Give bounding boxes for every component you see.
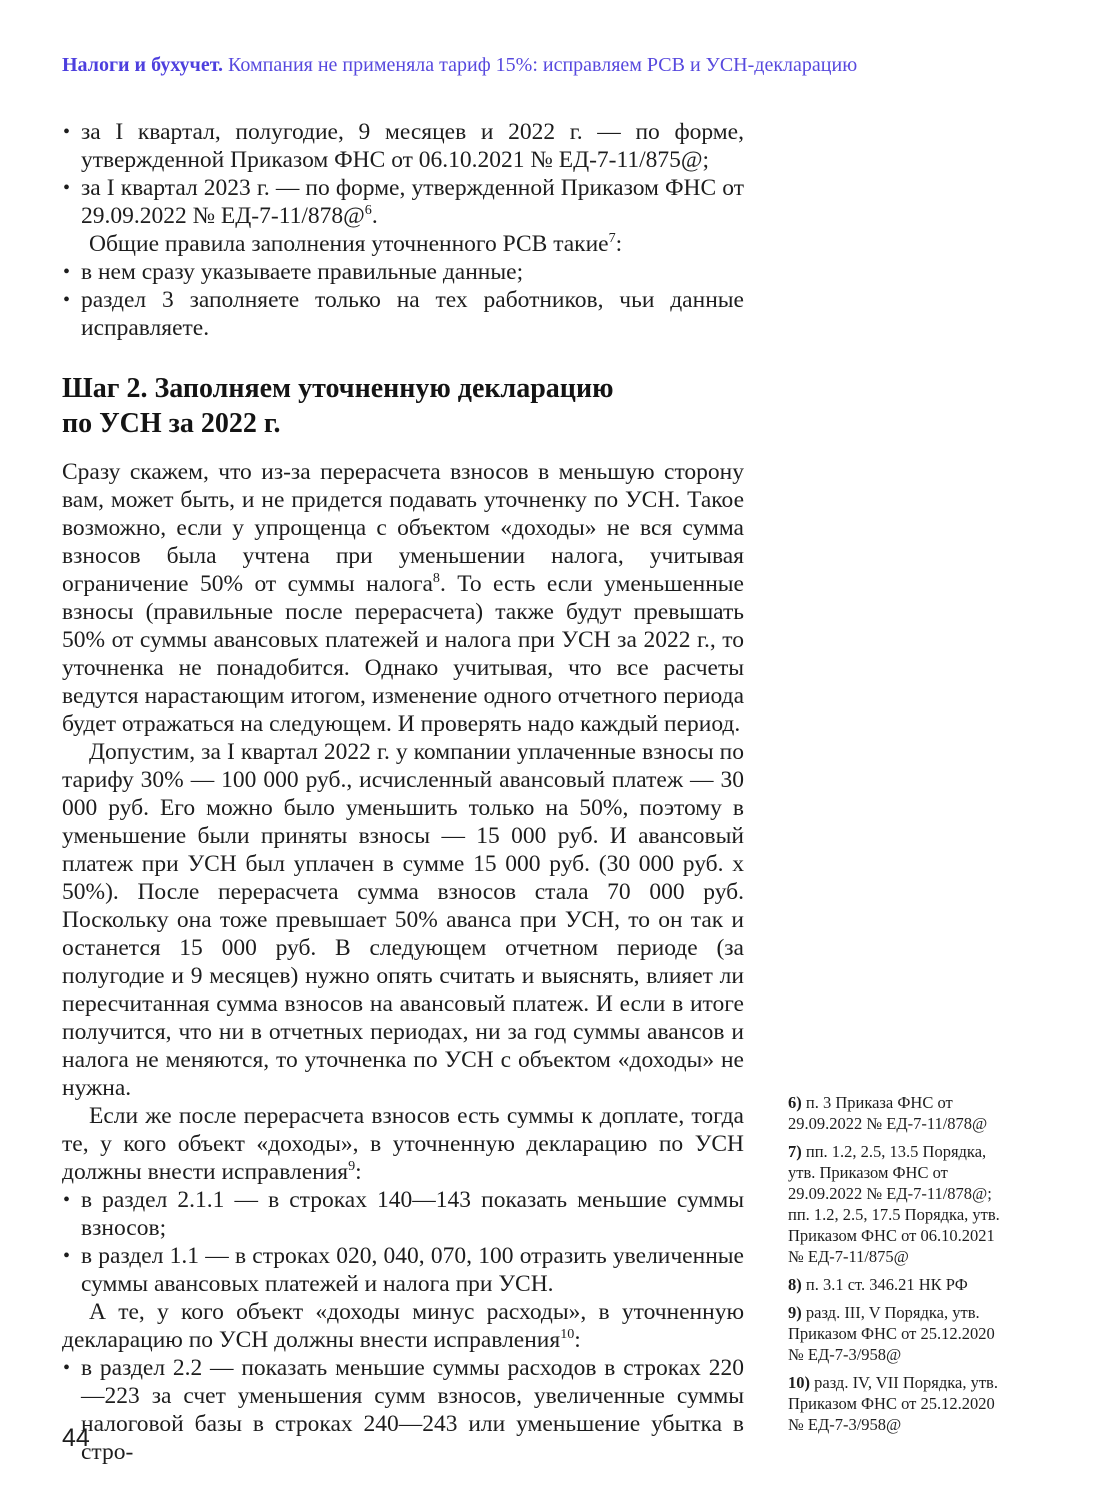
footnote-ref: 9 <box>348 1158 356 1175</box>
footnote-ref: 10 <box>560 1326 575 1343</box>
bullet-marker: • <box>63 121 70 143</box>
bullet-item: • за I квартал 2023 г. — по форме, утвержденной Приказом ФНС от 29.09.2022 № ЕД-7-11/878@$^6$. <box>63 175 744 229</box>
bullet-marker: • <box>63 261 70 283</box>
paragraph: Если же после перерасчета взносов есть суммы к доплате, тогда те, у кого объект «доходы», в уточненную декларацию по УСН должны внести исправления$^9$: <box>62 1103 744 1185</box>
bullet-item: • в раздел 1.1 — в строках 020, 040, 070, 100 отразить увеличенные суммы авансовых платежей и налога при УСН. <box>63 1243 744 1297</box>
bullet-item: • за I квартал, полугодие, 9 месяцев и 2022 г. — по форме, утвержденной Приказом ФНС от 06.10.2021 № ЕД-7-11/875@; <box>63 119 744 173</box>
bullet-marker: • <box>63 177 70 199</box>
bullet-item: • раздел 3 заполняете только на тех работников, чьи данные исправляете. <box>63 287 744 341</box>
bullet-item: • в раздел 2.1.1 — в строках 140—143 показать меньшие суммы взносов; <box>63 1187 744 1241</box>
footnotes-sidebar <box>788 1092 1014 1442</box>
paragraph: Допустим, за I квартал 2022 г. у компании уплаченные взносы по тарифу 30% — 100 000 руб., исчисленный авансовый платеж — 30 000 руб. Его можно было уменьшить только на 50%, поэтому в уменьшение были приняты взносы — 15 000 руб. И авансовый платеж при УСН был уплачен в сумме 15 000 руб. (30 000 руб. x 50%). После перерасчета сумма взносов стала 70 000 руб. Поскольку она тоже превышает 50% аванса при УСН, то он так и останется 15 000 руб. В следующем отчетном периоде (за полугодие и 9 месяцев) нужно опять считать и выяснять, влияет ли пересчитанная сумма взносов на авансовый платеж. И если в итоге получится, что ни в отчетных периодах, ни за год суммы авансов и налога не меняются, то уточненка по УСН с объектом «доходы» не нужна. <box>62 739 744 1101</box>
page-number: 44 <box>62 1424 90 1452</box>
footnote-number: 7) <box>788 1142 806 1161</box>
footnote-number: 10) <box>788 1373 815 1392</box>
article-headline: Компания не применяла тариф 15%: исправляем РСВ и УСН-декларацию <box>228 54 858 76</box>
footnote-ref: 8 <box>432 570 440 587</box>
bullet-marker: • <box>63 1245 70 1267</box>
bullet-marker: • <box>63 1357 70 1379</box>
footnote: 10) разд. IV, VII Порядка, утв. Приказом ФНС от 25.12.2020 № ЕД-7-3/958@ <box>788 1373 998 1434</box>
bullet-item: • в нем сразу указываете правильные данные; <box>63 259 524 285</box>
paragraph: Сразу скажем, что из-за перерасчета взносов в меньшую сторону вам, может быть, и не придется подавать уточненку по УСН. Такое возможно, если у упрощенца с объектом «доходы» не вся сумма взносов была учтена при уменьшении налога, учитывая ограничение 50% от суммы налога$^8$. То есть если уменьшенные взносы (правильные после перерасчета) также будут превышать 50% от суммы авансовых платежей и налога при УСН за 2022 г., то уточненка не понадобится. Однако учитывая, что все расчеты ведутся нарастающим итогом, изменение одного отчетного периода будет отражаться на следующем. И проверять надо каждый период. <box>62 459 744 737</box>
paragraph: Общие правила заполнения уточненного РСВ такие$^7$: <box>89 230 623 257</box>
article-body <box>62 118 744 1466</box>
footnote-number: 6) <box>788 1093 806 1112</box>
footnote: 9) разд. III, V Порядка, утв. Приказом ФНС от 25.12.2020 № ЕД-7-3/958@ <box>788 1303 995 1364</box>
bullet-item: • в раздел 2.2 — показать меньшие суммы расходов в строках 220—223 за счет уменьшения сумм взносов, увеличенные суммы налоговой базы в строках 240—243 или уменьшение убытка в стро- <box>63 1355 744 1465</box>
section-heading: Шаг 2. Заполняем уточненную декларацию по УСН за 2022 г. <box>62 373 614 439</box>
page-header <box>62 52 1052 78</box>
rubric-label: Налоги и бухучет. <box>62 54 224 76</box>
footnote: 6) п. 3 Приказа ФНС от 29.09.2022 № ЕД-7-11/878@ <box>788 1093 988 1133</box>
footnote: 8) п. 3.1 ст. 346.21 НК РФ <box>788 1275 968 1294</box>
footnote-ref: 6 <box>364 202 372 219</box>
footnote: 7) пп. 1.2, 2.5, 13.5 Порядка, утв. Приказом ФНС от 29.09.2022 № ЕД-7-11/878@; пп. 1.2, 2.5, 17.5 Порядка, утв. Приказом ФНС от 06.10.2021 № ЕД-7-11/875@ <box>788 1142 1000 1266</box>
footnote-number: 9) <box>788 1303 806 1322</box>
paragraph: А те, у кого объект «доходы минус расходы», в уточненную декларацию по УСН должны внести исправления$^{10}$: <box>62 1299 744 1353</box>
bullet-marker: • <box>63 289 70 311</box>
footnote-ref: 7 <box>608 230 616 247</box>
footnote-number: 8) <box>788 1275 806 1294</box>
bullet-marker: • <box>63 1189 70 1211</box>
